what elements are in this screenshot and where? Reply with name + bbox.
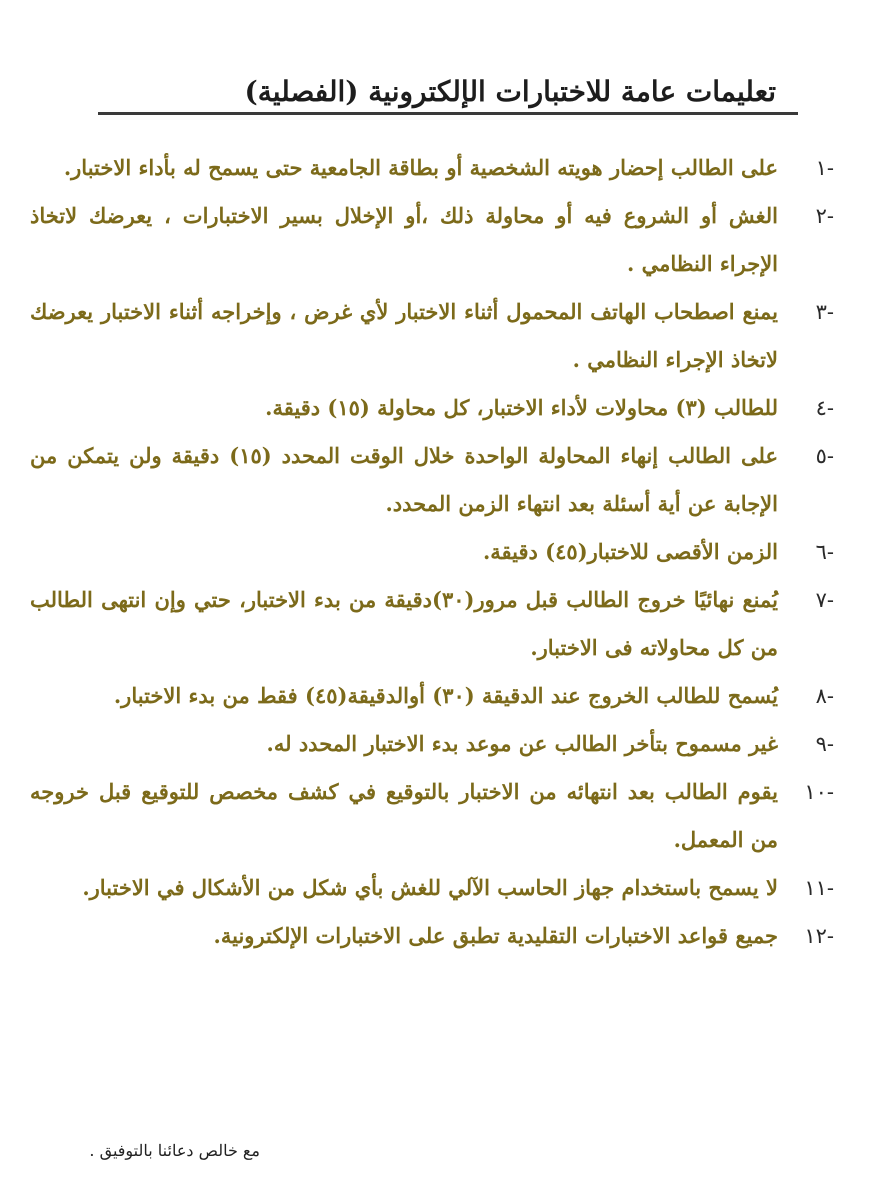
item-text: الغش أو الشروع فيه أو محاولة ذلك ،أو الإخلال بسير الاختبارات ، يعرضك لاتخاذ الإجراء النظامي . bbox=[30, 203, 778, 276]
instruction-item bbox=[30, 144, 834, 192]
item-number: -٧ bbox=[815, 588, 834, 612]
instruction-item bbox=[30, 576, 834, 672]
item-text: الزمن الأقصى للاختبار(٤٥) دقيقة. bbox=[482, 539, 778, 564]
item-number: -٥ bbox=[815, 444, 834, 468]
item-text: على الطالب إنهاء المحاولة الواحدة خلال الوقت المحدد (١٥) دقيقة ولن يتمكن من الإجابة عن أية أسئلة بعد انتهاء الزمن المحدد. bbox=[30, 443, 778, 516]
instruction-item bbox=[30, 912, 834, 960]
title-underline bbox=[98, 112, 798, 115]
instruction-item bbox=[30, 672, 834, 720]
item-text: يُسمح للطالب الخروج عند الدقيقة (٣٠) أوالدقيقة(٤٥) فقط من بدء الاختبار. bbox=[113, 683, 778, 708]
item-number: -٢ bbox=[815, 204, 834, 228]
item-text: جميع قواعد الاختبارات التقليدية تطبق على الاختبارات الإلكترونية. bbox=[213, 923, 778, 948]
instruction-item bbox=[30, 192, 834, 288]
instruction-item bbox=[30, 864, 834, 912]
item-number: -١١ bbox=[804, 876, 834, 900]
instruction-item bbox=[30, 720, 834, 768]
item-number: -١٢ bbox=[804, 924, 834, 948]
item-text: للطالب (٣) محاولات لأداء الاختبار، كل محاولة (١٥) دقيقة. bbox=[265, 395, 778, 420]
instruction-item bbox=[30, 288, 834, 384]
instruction-item bbox=[30, 528, 834, 576]
instruction-item bbox=[30, 768, 834, 864]
page-title: تعليمات عامة للاختبارات الإلكترونية (الفصلية) bbox=[244, 75, 776, 108]
item-number: -٨ bbox=[815, 684, 834, 708]
item-number: -٦ bbox=[815, 540, 834, 564]
item-text: يمنع اصطحاب الهاتف المحمول أثناء الاختبار لأي غرض ، وإخراجه أثناء الاختبار يعرضك لاتخاذ الإجراء النظامي . bbox=[30, 299, 778, 372]
closing-note: مع خالص دعائنا بالتوفيق . bbox=[89, 1141, 260, 1160]
item-text: على الطالب إحضار هويته الشخصية أو بطاقة الجامعية حتى يسمح له بأداء الاختبار. bbox=[63, 155, 778, 180]
item-number: -٩ bbox=[815, 732, 834, 756]
item-number: -٤ bbox=[815, 396, 834, 420]
item-text: لا يسمح باستخدام جهاز الحاسب الآلي للغش بأي شكل من الأشكال في الاختبار. bbox=[82, 875, 778, 900]
item-number: -٣ bbox=[815, 300, 834, 324]
instructions-list bbox=[30, 144, 834, 960]
item-number: -١٠ bbox=[804, 780, 834, 804]
title-block bbox=[98, 72, 798, 116]
item-text: غير مسموح بتأخر الطالب عن موعد بدء الاختبار المحدد له. bbox=[266, 731, 778, 756]
item-text: يُمنع نهائيًا خروج الطالب قبل مرور(٣٠)دقيقة من بدء الاختبار، حتي وإن انتهى الطالب من كل محاولاته فى الاختبار. bbox=[30, 587, 778, 660]
item-number: -١ bbox=[815, 156, 834, 180]
instruction-item bbox=[30, 384, 834, 432]
instruction-item bbox=[30, 432, 834, 528]
item-text: يقوم الطالب بعد انتهائه من الاختبار بالتوقيع في كشف مخصص للتوقيع قبل خروجه من المعمل. bbox=[30, 779, 778, 852]
